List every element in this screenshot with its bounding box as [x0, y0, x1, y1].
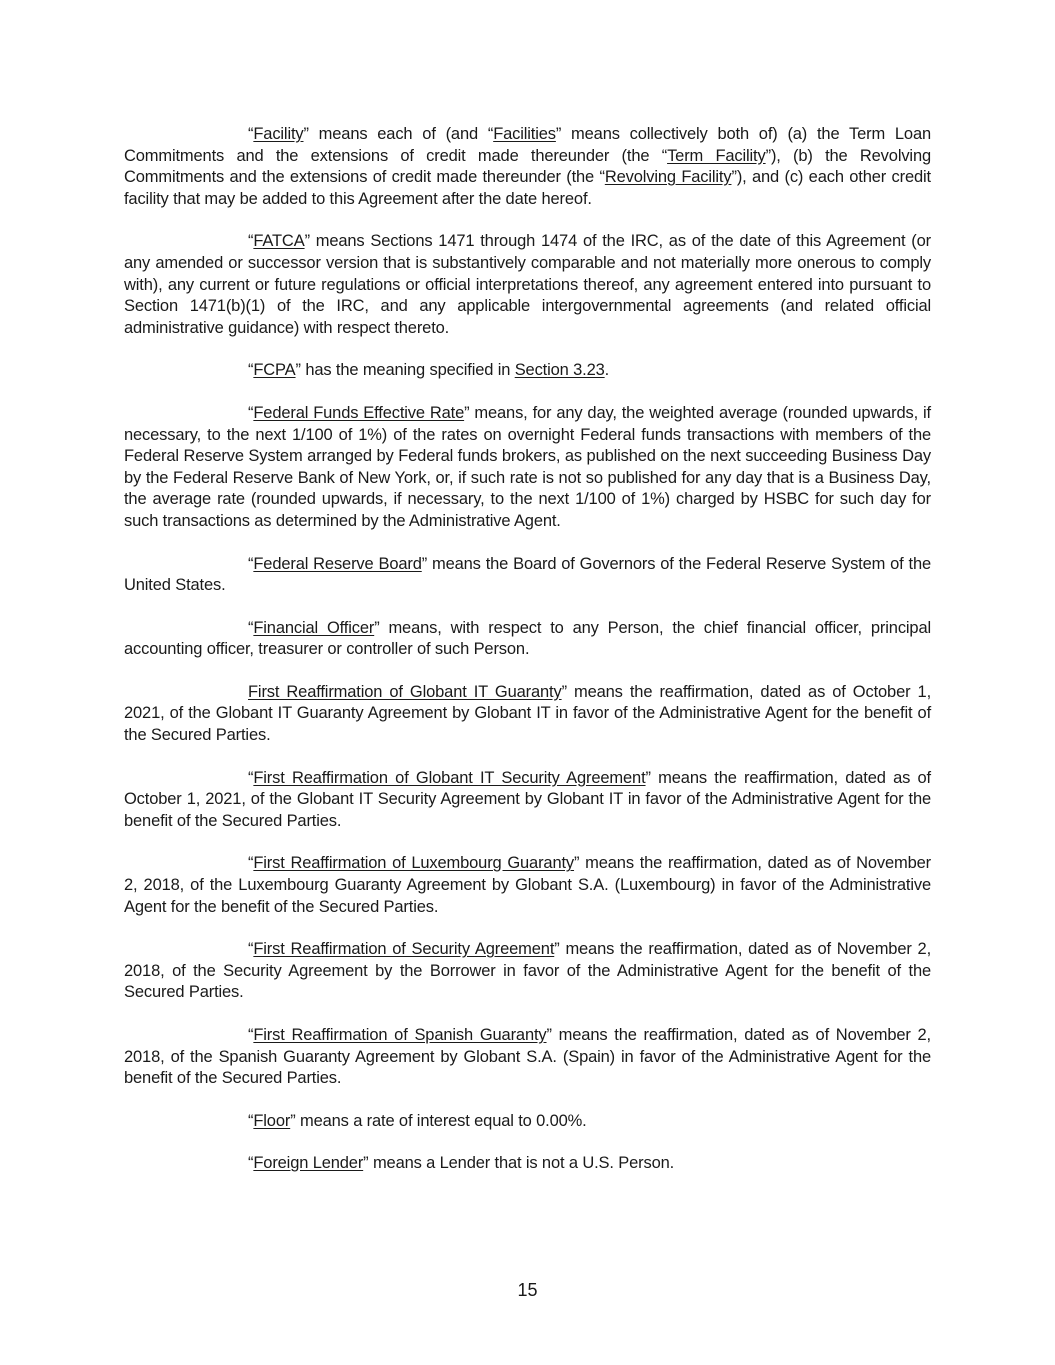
defined-term: Financial Officer	[253, 618, 375, 637]
definition-text: ” means a Lender that is not a U.S. Person.	[363, 1154, 675, 1173]
definition-text: “	[248, 768, 254, 787]
definition-text: ” means each of (and “	[303, 125, 494, 143]
defined-term: First Reaffirmation of Globant IT Guaranty	[248, 682, 562, 701]
definition-text: ” means the reaffirmation, dated as of November 2, 2018, of the Luxembourg Guaranty Agreement by Globant S.A. (Luxembourg) in favor of the Administrative Agent for the benefit of the Secured Parties.	[124, 854, 931, 916]
definition-fcpa	[124, 360, 931, 382]
document-body	[124, 124, 931, 1196]
definition-text: ” means the Board of Governors of the Federal Reserve System of the United States.	[124, 554, 931, 595]
definition-text: ” means the reaffirmation, dated as of November 2, 2018, of the Spanish Guaranty Agreement by Globant S.A. (Spain) in favor of the Administrative Agent for the benefit of the Secured Parties.	[124, 1026, 931, 1088]
page-number: 15	[517, 1280, 538, 1300]
definition-text: ” means Sections 1471 through 1474 of the IRC, as of the date of this Agreement (or any amended or successor version that is substantively comparable and not materially more onerous to comply with), any current or future regulations or official interpretations thereof, any agreement entered into pursuant to Section 1471(b)(1) of the IRC, and any applicable intergovernmental agreements (and related official administrative guidance) with respect thereto.	[124, 232, 931, 337]
definition-text: “	[248, 403, 254, 422]
defined-term: Revolving Facility	[604, 168, 732, 187]
definition-federal-funds-effective-rate	[124, 403, 931, 533]
definition-financial-officer	[124, 618, 931, 661]
defined-term: Facility	[253, 125, 304, 143]
definition-fatca	[124, 231, 931, 339]
defined-term: First Reaffirmation of Spanish Guaranty	[253, 1026, 547, 1044]
definition-foreign-lender	[124, 1153, 931, 1175]
defined-term: Federal Funds Effective Rate	[253, 403, 465, 422]
definition-text: “	[248, 1026, 254, 1044]
defined-term: Federal Reserve Board	[253, 554, 422, 573]
definition-text: ” means, with respect to any Person, the chief financial officer, principal accounting officer, treasurer or controller of such Person.	[124, 618, 932, 659]
definition-text: “	[248, 1111, 254, 1130]
definition-text: ”), and (c) each other credit facility that may be added to this Agreement after the date hereof.	[124, 168, 931, 208]
definition-text: “	[248, 361, 254, 380]
defined-term: Term Facility	[667, 146, 766, 165]
definition-text: ”), (b) the Revolving Commitments and the extensions of credit made thereunder (the “	[124, 146, 931, 187]
definition-first-reaffirmation-spanish-guaranty	[124, 1025, 931, 1090]
definition-facility	[124, 124, 931, 210]
definition-text: ” means the reaffirmation, dated as of October 1, 2021, of the Globant IT Guaranty Agreement by Globant IT in favor of the Administrative Agent for the benefit of the Secured Parties.	[124, 682, 931, 745]
definition-first-reaffirmation-security-agreement	[124, 939, 931, 1004]
defined-term: Floor	[253, 1111, 291, 1130]
definition-text: “	[248, 1154, 254, 1173]
defined-term: Section 3.23	[514, 361, 605, 380]
defined-term: FCPA	[253, 361, 296, 380]
defined-term: First Reaffirmation of Globant IT Security Agreement	[253, 768, 646, 787]
defined-term: Facilities	[493, 125, 556, 143]
definition-text: ” means the reaffirmation, dated as of November 2, 2018, of the Security Agreement by the Borrower in favor of the Administrative Agent for the benefit of the Secured Parties.	[124, 940, 931, 1002]
definition-text: ” means the reaffirmation, dated as of October 1, 2021, of the Globant IT Security Agreement by Globant IT in favor of the Administrative Agent for the benefit of the Secured Parties.	[124, 768, 931, 830]
definition-text: .	[604, 361, 610, 380]
definition-text: ” means a rate of interest equal to 0.00%.	[290, 1111, 587, 1130]
definition-first-reaffirmation-luxembourg-guaranty	[124, 853, 931, 918]
definition-text: ” means collectively both of) (a) the Term Loan Commitments and the extensions of credit made thereunder (the “	[124, 125, 932, 165]
defined-term: First Reaffirmation of Security Agreement	[253, 940, 555, 959]
definition-first-reaffirmation-globant-it-security-agreement	[124, 768, 931, 833]
definition-text: “	[248, 618, 254, 637]
definition-text: “	[248, 554, 254, 573]
definition-text: ” means, for any day, the weighted average (rounded upwards, if necessary, to the next 1/100 of 1%) of the rates on overnight Federal funds transactions with members of the Federal Reserve System arranged by Federal funds brokers, as published on the next succeeding Business Day by the Federal Reserve Bank of New York, or, if such rate is not so published for any day that is a Business Day, the average rate (rounded upwards, if necessary, to the next 1/100 of 1%) charged by HSBC for such day for such transactions as determined by the Administrative Agent.	[124, 403, 931, 530]
defined-term: First Reaffirmation of Luxembourg Guaranty	[253, 854, 575, 873]
definition-text: ” has the meaning specified in	[295, 361, 515, 380]
definition-text: “	[248, 854, 254, 873]
defined-term: Foreign Lender	[253, 1154, 364, 1173]
definition-text: “	[248, 125, 254, 143]
definition-text: “	[248, 940, 254, 959]
defined-term: FATCA	[253, 232, 305, 251]
definition-text: “	[248, 232, 254, 251]
definition-first-reaffirmation-globant-it-guaranty	[124, 682, 931, 747]
definition-federal-reserve-board	[124, 554, 931, 597]
definition-floor	[124, 1111, 931, 1133]
